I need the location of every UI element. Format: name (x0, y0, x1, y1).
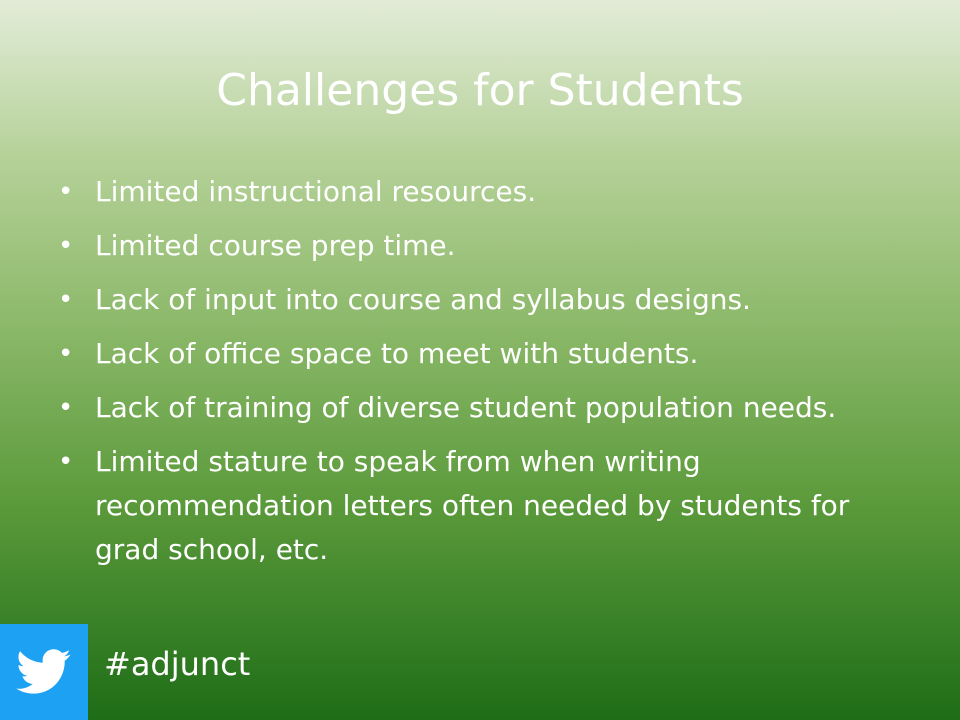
slide-title: Challenges for Students (216, 65, 744, 116)
bullet-item-prep-time (56, 224, 916, 268)
twitter-bird-icon (16, 649, 72, 695)
bullet-dot: • (58, 177, 74, 207)
bullet-text: Limited course prep time. (95, 229, 456, 262)
bullet-item-office-space (56, 332, 916, 376)
bullet-text: Limited instructional resources. (95, 175, 537, 208)
bullet-text: Lack of training of diverse student population needs. (95, 391, 837, 424)
bullet-item-training (56, 386, 916, 430)
bullet-item-course-input (56, 278, 916, 322)
twitter-tile (0, 624, 88, 720)
bullet-dot: • (58, 393, 74, 423)
bullet-dot: • (58, 339, 74, 369)
bullet-text: Lack of office space to meet with students. (95, 337, 699, 370)
bullet-dot: • (58, 231, 74, 261)
bullet-dot: • (58, 447, 74, 477)
bullet-text: Limited stature to speak from when writing recommendation letters often needed by students for grad school, etc. (95, 445, 850, 566)
bullet-dot: • (58, 285, 74, 315)
bullet-item-resources (56, 170, 916, 214)
bullet-text: Lack of input into course and syllabus designs. (95, 283, 751, 316)
hashtag-label: #adjunct (104, 645, 251, 683)
bullet-item-stature (56, 440, 916, 572)
bullet-list (56, 170, 916, 582)
